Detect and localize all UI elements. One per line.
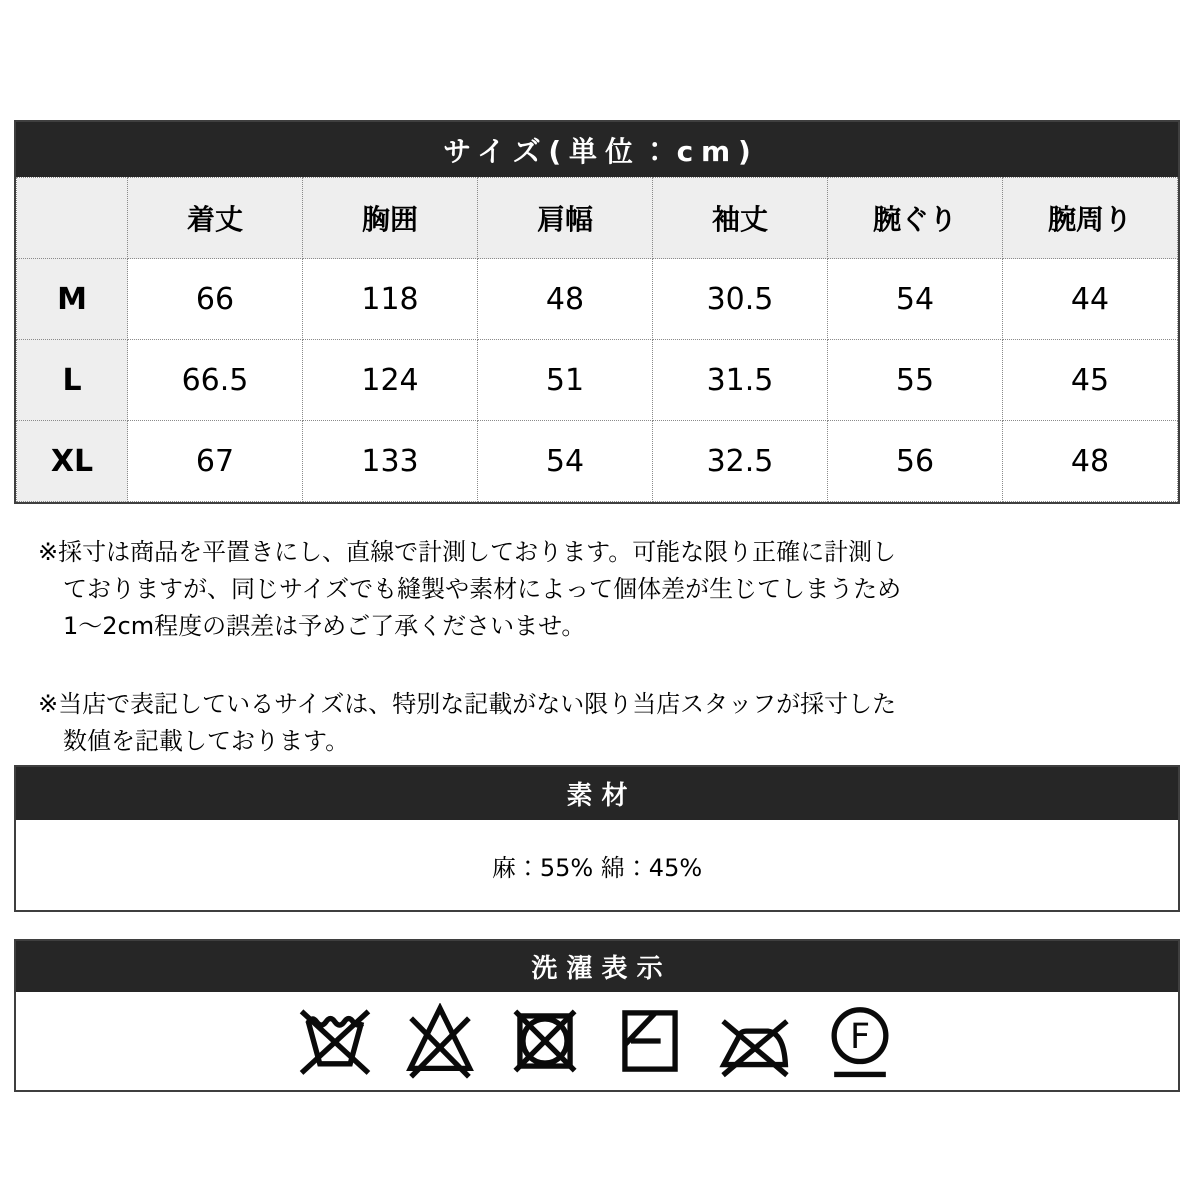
material-value: 麻：55% 綿：45% bbox=[16, 820, 1178, 910]
cell-l-shoulder: 51 bbox=[478, 340, 653, 421]
cell-m-shoulder: 48 bbox=[478, 259, 653, 340]
table-row-xl bbox=[17, 421, 1178, 502]
size-chart-section bbox=[14, 120, 1180, 504]
size-chart-title-bar bbox=[16, 122, 1178, 177]
note-line: 数値を記載しております。 bbox=[63, 727, 350, 755]
dry-clean-petroleum-gentle-icon bbox=[820, 1003, 900, 1079]
note-line: 1〜2cm程度の誤差は予めご了承くださいませ。 bbox=[63, 612, 586, 640]
do-not-tumble-dry-icon bbox=[505, 1003, 585, 1079]
size-label-l: L bbox=[17, 340, 128, 421]
cell-m-arm-circumference: 44 bbox=[1003, 259, 1178, 340]
note-staff-measured bbox=[38, 686, 938, 760]
cell-xl-sleeve: 32.5 bbox=[653, 421, 828, 502]
note-line: ※採寸は商品を平置きにし、直線で計測しております。可能な限り正確に計測し bbox=[38, 538, 897, 566]
cell-xl-armhole: 56 bbox=[828, 421, 1003, 502]
laundry-symbols-row bbox=[16, 992, 1178, 1090]
do-not-iron-icon bbox=[715, 1003, 795, 1079]
note-line: ておりますが、同じサイズでも縫製や素材によって個体差が生じてしまうため bbox=[63, 575, 902, 603]
do-not-bleach-icon bbox=[400, 1003, 480, 1079]
measurement-notes bbox=[38, 534, 938, 801]
note-measurement-accuracy bbox=[38, 534, 938, 645]
column-header-armhole: 腕ぐり bbox=[828, 178, 1003, 259]
table-row-l bbox=[17, 340, 1178, 421]
cell-xl-chest: 133 bbox=[303, 421, 478, 502]
laundry-title-bar bbox=[16, 941, 1178, 992]
column-header-chest: 胸囲 bbox=[303, 178, 478, 259]
material-section bbox=[14, 765, 1180, 912]
cell-m-length: 66 bbox=[128, 259, 303, 340]
laundry-title: 洗濯表示 bbox=[531, 954, 672, 984]
cell-xl-arm-circumference: 48 bbox=[1003, 421, 1178, 502]
size-chart-title: サイズ(単位：cm) bbox=[443, 134, 759, 168]
dry-flat-in-shade-icon bbox=[610, 1003, 690, 1079]
cell-l-length: 66.5 bbox=[128, 340, 303, 421]
column-header-length: 着丈 bbox=[128, 178, 303, 259]
cell-xl-length: 67 bbox=[128, 421, 303, 502]
do-not-wash-icon bbox=[295, 1003, 375, 1079]
cell-l-chest: 124 bbox=[303, 340, 478, 421]
column-header-arm-circumference: 腕周り bbox=[1003, 178, 1178, 259]
column-header-shoulder: 肩幅 bbox=[478, 178, 653, 259]
material-title-bar bbox=[16, 767, 1178, 820]
cell-l-arm-circumference: 45 bbox=[1003, 340, 1178, 421]
size-label-m: M bbox=[17, 259, 128, 340]
table-row-m bbox=[17, 259, 1178, 340]
corner-cell bbox=[17, 178, 128, 259]
size-chart-table bbox=[16, 177, 1178, 502]
material-title: 素材 bbox=[566, 781, 637, 811]
size-label-xl: XL bbox=[17, 421, 128, 502]
size-chart-header-row bbox=[17, 178, 1178, 259]
svg-text:F: F bbox=[849, 1016, 870, 1057]
cell-m-armhole: 54 bbox=[828, 259, 1003, 340]
cell-m-sleeve: 30.5 bbox=[653, 259, 828, 340]
cell-l-sleeve: 31.5 bbox=[653, 340, 828, 421]
cell-xl-shoulder: 54 bbox=[478, 421, 653, 502]
laundry-care-section bbox=[14, 939, 1180, 1092]
cell-l-armhole: 55 bbox=[828, 340, 1003, 421]
column-header-sleeve: 袖丈 bbox=[653, 178, 828, 259]
cell-m-chest: 118 bbox=[303, 259, 478, 340]
note-line: ※当店で表記しているサイズは、特別な記載がない限り当店スタッフが採寸した bbox=[38, 690, 897, 718]
